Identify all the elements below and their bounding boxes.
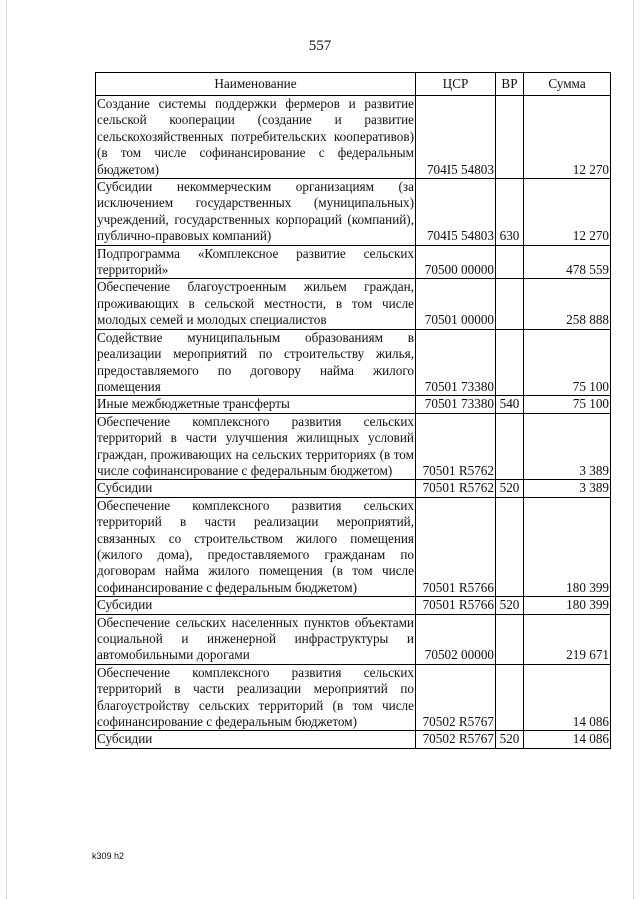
cell-vr: 540 xyxy=(496,396,524,413)
cell-csr: 70502 R5767 xyxy=(416,731,496,748)
table-row xyxy=(96,480,611,497)
cell-sum: 12 270 xyxy=(524,179,611,246)
cell-name: Субсидии xyxy=(96,731,416,748)
cell-csr: 70501 73380 xyxy=(416,396,496,413)
cell-sum: 478 559 xyxy=(524,245,611,279)
cell-sum: 75 100 xyxy=(524,329,611,396)
cell-name: Субсидии xyxy=(96,597,416,614)
cell-sum: 75 100 xyxy=(524,396,611,413)
cell-csr: 70500 00000 xyxy=(416,245,496,279)
cell-csr: 70501 R5766 xyxy=(416,497,496,596)
cell-sum: 180 399 xyxy=(524,597,611,614)
cell-name: Иные межбюджетные трансферты xyxy=(96,396,416,413)
header-csr: ЦСР xyxy=(416,73,496,96)
cell-name: Подпрограмма «Комплексное развитие сельских территорий» xyxy=(97,245,414,278)
cell-name: Обеспечение комплексного развития сельских территорий в части улучшения жилищных условий граждан, проживающих на сельских территориях (в том числе софинансирование с федеральным бюджетом) xyxy=(97,413,414,478)
scan-edge-right xyxy=(631,0,634,899)
cell-name: Обеспечение комплексного развития сельских территорий в части реализации мероприятий по благоустройству сельских территорий (в том числе софинансирование с федеральным бюджетом) xyxy=(97,664,414,730)
cell-name: Субсидии некоммерческим организациям (за исключением государственных (муниципальных) учреждений, государственных корпораций (компаний), публично-правовых компаний) xyxy=(97,179,414,244)
cell-sum: 14 086 xyxy=(524,664,611,731)
cell-name: Содействие муниципальным образованиям в реализации мероприятий по строительству жилья, предоставляемого по договору найма жилого помещения xyxy=(97,329,414,394)
cell-vr xyxy=(496,96,524,179)
cell-csr: 704I5 54803 xyxy=(416,179,496,246)
table-row xyxy=(96,279,611,329)
cell-csr: 70501 73380 xyxy=(416,329,496,396)
cell-sum: 3 389 xyxy=(524,413,611,480)
cell-vr: 520 xyxy=(496,597,524,614)
cell-vr xyxy=(496,413,524,480)
table-row xyxy=(96,597,611,614)
cell-vr xyxy=(496,279,524,329)
table-row xyxy=(96,731,611,748)
budget-table xyxy=(95,72,611,749)
table-row xyxy=(96,329,611,396)
page-number: 557 xyxy=(308,38,332,54)
cell-vr xyxy=(496,329,524,396)
header-name: Наименование xyxy=(96,73,416,96)
table-row xyxy=(96,179,611,246)
cell-sum: 219 671 xyxy=(524,614,611,664)
scan-edge-left xyxy=(6,0,9,899)
table-row xyxy=(96,96,611,179)
cell-csr: 70501 00000 xyxy=(416,279,496,329)
cell-vr xyxy=(496,664,524,731)
table-row xyxy=(96,396,611,413)
cell-csr: 70501 R5762 xyxy=(416,413,496,480)
cell-csr: 70502 00000 xyxy=(416,614,496,664)
cell-name: Обеспечение сельских населенных пунктов объектами социальной и инженерной инфраструктуры и автомобильными дорогами xyxy=(97,614,414,663)
cell-name: Обеспечение комплексного развития сельских территорий в части реализации мероприятий, связанных со строительством жилого помещения (жилого дома), предоставляемого гражданам по договорам найма жилого помещения (в том числе софинансирование с федеральным бюджетом) xyxy=(97,497,414,595)
cell-vr: 630 xyxy=(496,179,524,246)
cell-sum: 12 270 xyxy=(524,96,611,179)
header-vr: ВР xyxy=(496,73,524,96)
cell-name: Обеспечение благоустроенным жильем граждан, проживающих в сельской местности, в том числе молодых семей и молодых специалистов xyxy=(97,279,414,328)
table-row xyxy=(96,245,611,279)
cell-csr: 70501 R5762 xyxy=(416,480,496,497)
table-row xyxy=(96,664,611,731)
cell-sum: 14 086 xyxy=(524,731,611,748)
table-row xyxy=(96,413,611,480)
table-row xyxy=(96,497,611,596)
cell-vr: 520 xyxy=(496,731,524,748)
table-header-row xyxy=(96,73,611,96)
cell-vr xyxy=(496,497,524,596)
cell-name: Субсидии xyxy=(96,480,416,497)
cell-sum: 258 888 xyxy=(524,279,611,329)
cell-name: Создание системы поддержки фермеров и развитие сельской кооперации (создание и развитие сельскохозяйственных потребительских кооперативов) (в том числе софинансирование с федеральным бюджетом) xyxy=(97,96,414,177)
cell-csr: 704I5 54803 xyxy=(416,96,496,179)
cell-sum: 3 389 xyxy=(524,480,611,497)
cell-csr: 70502 R5767 xyxy=(416,664,496,731)
cell-vr: 520 xyxy=(496,480,524,497)
cell-vr xyxy=(496,245,524,279)
header-sum: Сумма xyxy=(524,73,611,96)
cell-vr xyxy=(496,614,524,664)
footer-code: k309 h2 xyxy=(92,851,125,861)
cell-csr: 70501 R5766 xyxy=(416,597,496,614)
cell-sum: 180 399 xyxy=(524,497,611,596)
table-row xyxy=(96,614,611,664)
